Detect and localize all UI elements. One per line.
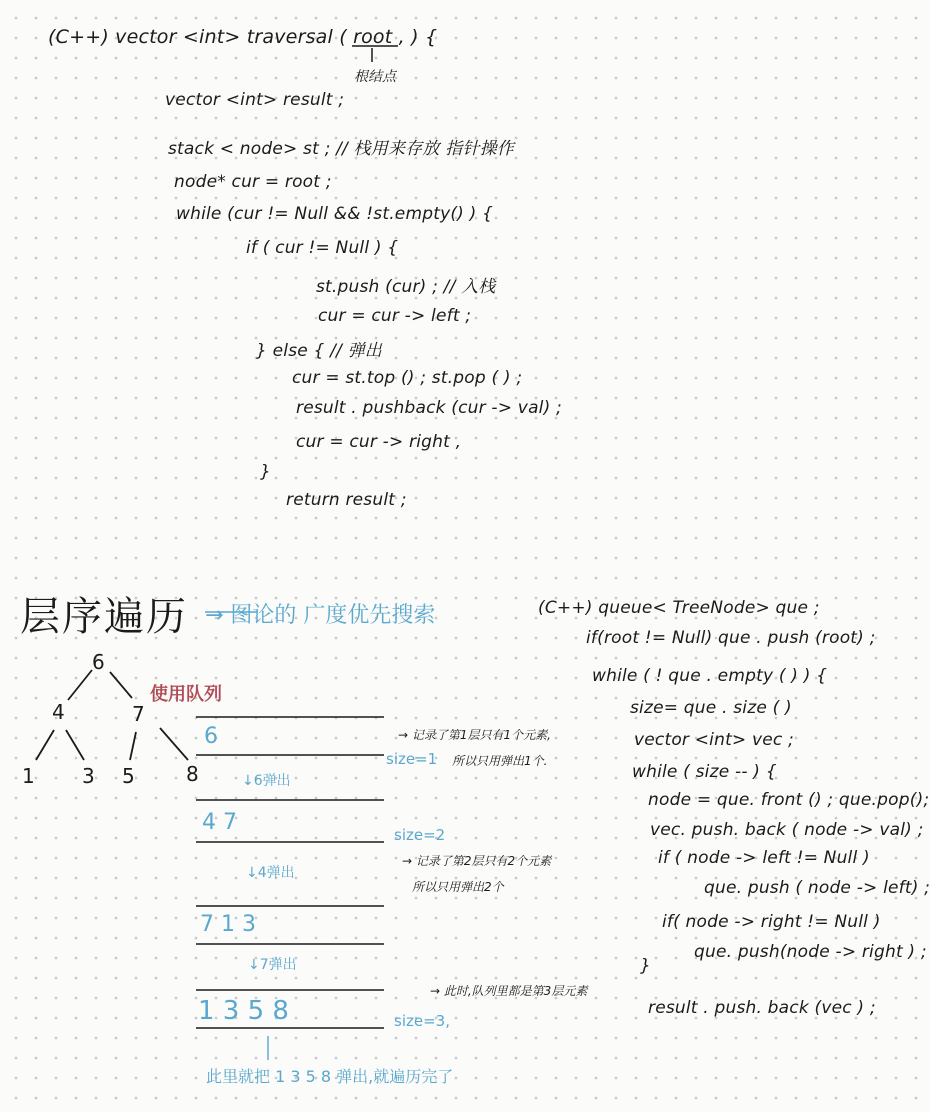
right-code-line-1: (C++) queue< TreeNode> que ; — [538, 598, 820, 618]
code-line-6: st.push (cur) ; // 入栈 — [316, 277, 496, 297]
size-label-1: size=1 — [386, 750, 438, 768]
code-line-9: cur = st.top () ; st.pop ( ) ; — [292, 368, 523, 388]
edge-7-8 — [160, 728, 188, 760]
tree-node-6: 6 — [92, 650, 105, 674]
edge-6-7 — [110, 672, 132, 698]
code-line-2: stack < node> st ; // 栈用来存放 指针操作 — [168, 139, 514, 159]
queue-row-2: 4 7 — [202, 810, 237, 835]
queue-label: 使用队列 — [150, 684, 222, 705]
queue-row-4: 1 3 5 8 — [198, 996, 289, 1026]
tree-node-7: 7 — [132, 702, 145, 726]
root-annotation: 根结点 — [354, 69, 396, 85]
code-line-11: cur = cur -> right , — [296, 432, 462, 452]
code-line-4: while (cur != Null && !st.empty() ) { — [176, 204, 494, 224]
tree-node-1: 1 — [22, 764, 35, 788]
edge-4-1 — [36, 730, 54, 760]
right-code-line-6: while ( size -- ) { — [632, 762, 777, 782]
tree-node-4: 4 — [52, 700, 65, 724]
queue-pop-3: ↓7弹出 — [248, 957, 297, 973]
code-line-8: } else { // 弹出 — [256, 341, 383, 361]
queue-row-1: 6 — [204, 724, 218, 749]
edge-6-4 — [68, 670, 92, 700]
code-line-12: } — [260, 462, 272, 482]
note-1a: → 记录了第1层只有1个元素, — [398, 728, 551, 742]
code-line-3: node* cur = root ; — [174, 172, 332, 192]
right-code-line-13: } — [640, 956, 652, 976]
right-code-line-2: if(root != Null) que . push (root) ; — [586, 628, 876, 648]
right-code-line-10: que. push ( node -> left) ; — [704, 878, 930, 898]
note-2a: → 记录了第2层只有2个元素 — [402, 854, 552, 868]
queue-pop-2: ↓4弹出 — [246, 865, 295, 881]
right-code-line-9: if ( node -> left != Null ) — [658, 848, 870, 868]
edge-4-3 — [66, 730, 84, 760]
size-label-3: size=3, — [394, 1012, 450, 1030]
code-line-1: vector <int> result ; — [165, 90, 345, 110]
size-label-2: size=2 — [394, 826, 446, 844]
note-2b: 所以只用弹出2个 — [412, 880, 504, 894]
section-subtitle: → 图论的 广度优先搜索 — [205, 603, 436, 628]
tree-node-5: 5 — [122, 764, 135, 788]
code-line-7: cur = cur -> left ; — [318, 306, 472, 326]
right-code-line-14: result . push. back (vec ) ; — [648, 998, 876, 1018]
right-code-line-4: size= que . size ( ) — [630, 698, 792, 718]
queue-pop-1: ↓6弹出 — [242, 773, 291, 789]
final-note: 此里就把 1 3 5 8 弹出,就遍历完了 — [206, 1067, 454, 1086]
code-line-5: if ( cur != Null ) { — [246, 238, 399, 258]
queue-row-3: 7 1 3 — [200, 912, 256, 937]
tree-node-3: 3 — [82, 764, 95, 788]
section-title: 层序遍历 — [20, 594, 188, 640]
note-1b: 所以只用弹出1个. — [452, 754, 548, 768]
function-signature: (C++) vector <int> traversal ( root , ) { — [48, 26, 438, 48]
right-code-line-11: if( node -> right != Null ) — [662, 912, 881, 932]
note-3: → 此时,队列里都是第3层元素 — [430, 984, 588, 998]
right-code-line-5: vector <int> vec ; — [634, 730, 794, 750]
tree-node-8: 8 — [186, 762, 199, 786]
right-code-line-7: node = que. front () ; que.pop(); — [648, 790, 930, 810]
right-code-line-8: vec. push. back ( node -> val) ; — [650, 820, 924, 840]
edge-7-5 — [130, 732, 136, 760]
code-line-13: return result ; — [286, 490, 407, 510]
right-code-line-12: que. push(node -> right ) ; — [694, 942, 927, 962]
right-code-line-3: while ( ! que . empty ( ) ) { — [592, 666, 828, 686]
code-line-10: result . pushback (cur -> val) ; — [296, 398, 562, 418]
